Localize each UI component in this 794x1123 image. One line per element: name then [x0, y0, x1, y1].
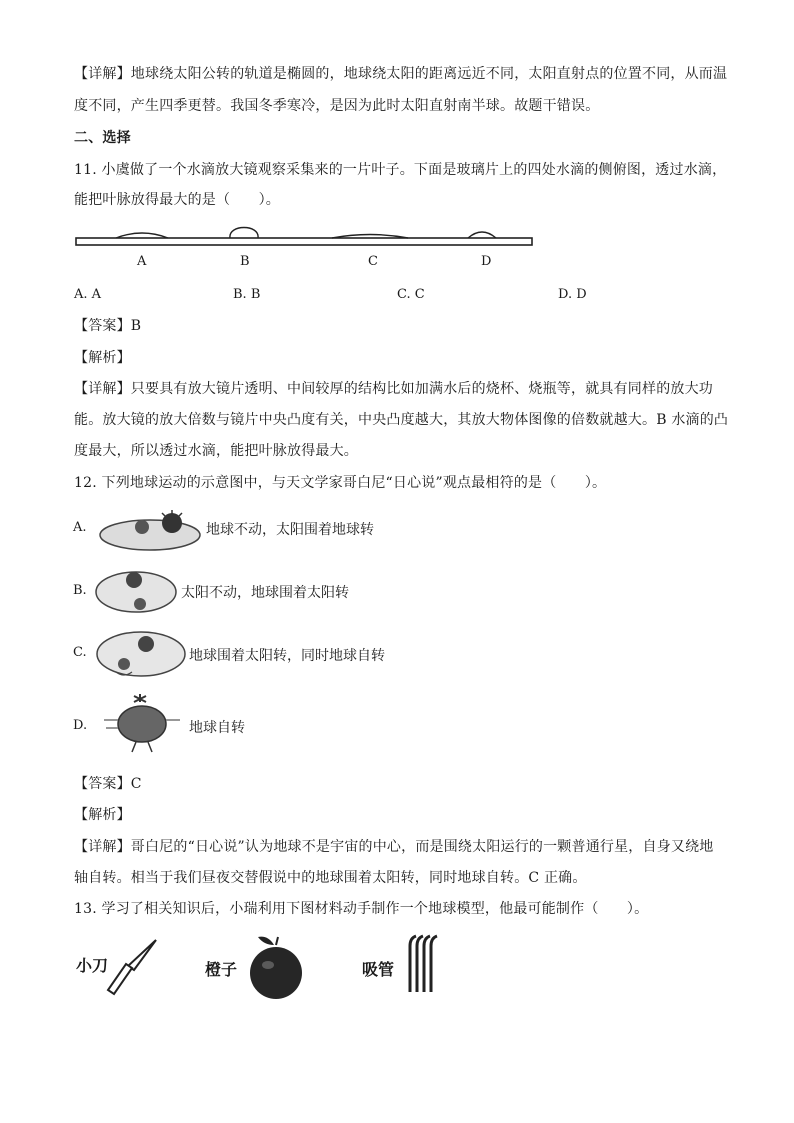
knife-icon — [104, 936, 164, 1000]
orange-icon — [246, 931, 306, 1001]
earth-icon — [135, 520, 149, 534]
q13-stem: 13. 学习了相关知识后，小瑞利用下图材料动手制作一个地球模型，他最可能制作（ ）。 — [74, 901, 649, 917]
drop-label-c: C — [368, 254, 378, 269]
q12-option-d-text: 地球自转 — [189, 720, 245, 736]
orbit-rotation-illustration — [94, 626, 188, 680]
q11-analysis: 【解析】 — [74, 350, 131, 366]
q12-option-a-text: 地球不动，太阳围着地球转 — [206, 522, 374, 538]
q12-option-c-text: 地球围着太阳转，同时地球自转 — [189, 648, 385, 664]
q12-detail-line-1: 【详解】哥白尼的“日心说”认为地球不是宇宙的中心，而是围绕太阳运行的一颗普通行星，自身又绕地 — [74, 839, 714, 855]
q11-detail-line-2: 能。放大镜的放大倍数与镜片中央凸度有关，中央凸度越大，其放大物体图像的倍数就越大。B 水滴的凸 — [74, 412, 729, 428]
tool-label-straw: 吸管 — [362, 960, 395, 979]
glass-slide — [76, 238, 532, 245]
q12-option-c-letter: C. — [73, 645, 87, 660]
q12-stem: 12. 下列地球运动的示意图中，与天文学家哥白尼“日心说”观点最相符的是（ ）。 — [74, 475, 607, 491]
drop-label-d: D — [481, 254, 492, 269]
prev-detail-line-2: 度不同，产生四季更替。我国冬季寒冷，是因为此时太阳直射南半球。故题干错误。 — [74, 98, 600, 114]
tool-label-knife: 小刀 — [76, 956, 109, 975]
q11-stem-line-1: 11. 小虞做了一个水滴放大镜观察采集来的一片叶子。下面是玻璃片上的四处水滴的侧俯图，透过水滴， — [74, 162, 727, 178]
q12-option-b-letter: B. — [73, 583, 87, 598]
drop-label-a: A — [137, 254, 147, 269]
sun-icon — [126, 572, 142, 588]
straw-icon — [404, 932, 440, 996]
q12-option-a-letter: A. — [73, 520, 87, 535]
q11-detail-line-1: 【详解】只要具有放大镜片透明、中间较厚的结构比如加满水后的烧杯、烧瓶等，就具有同样的放大功 — [74, 381, 713, 397]
q11-answer: 【答案】B — [74, 318, 142, 334]
q11-stem-line-2: 能把叶脉放得最大的是（ ）。 — [74, 192, 280, 208]
q11-option-a: A. A — [74, 287, 102, 302]
drop-d — [468, 232, 496, 238]
earth-icon — [118, 706, 166, 742]
q11-option-c: C. C — [397, 287, 425, 302]
geocentric-illustration — [96, 505, 206, 555]
q12-analysis: 【解析】 — [74, 807, 131, 823]
tool-label-orange: 橙子 — [205, 960, 238, 979]
drop-b — [230, 228, 258, 239]
sun-icon — [138, 636, 154, 652]
earth-icon — [118, 658, 130, 670]
section-title: 二、选择 — [74, 130, 131, 146]
q11-detail-line-3: 度最大，所以透过水滴，能把叶脉放得最大。 — [74, 443, 358, 459]
q11-option-d: D. D — [558, 287, 587, 302]
prev-detail-line-1: 【详解】地球绕太阳公转的轨道是椭圆的，地球绕太阳的距离远近不同，太阳直射点的位置不同，从而温 — [74, 66, 728, 82]
q12-option-d-letter: D. — [73, 718, 88, 733]
q12-detail-line-2: 轴自转。相当于我们昼夜交替假说中的地球围着太阳转，同时地球自转。C 正确。 — [74, 870, 587, 886]
q12-option-b-text: 太阳不动，地球围着太阳转 — [181, 585, 349, 601]
drop-label-b: B — [240, 254, 250, 269]
earth-icon — [134, 598, 146, 610]
rotation-illustration — [96, 690, 186, 756]
heliocentric-illustration — [92, 566, 182, 618]
q11-option-b: B. B — [233, 287, 261, 302]
q12-answer: 【答案】C — [74, 776, 142, 792]
